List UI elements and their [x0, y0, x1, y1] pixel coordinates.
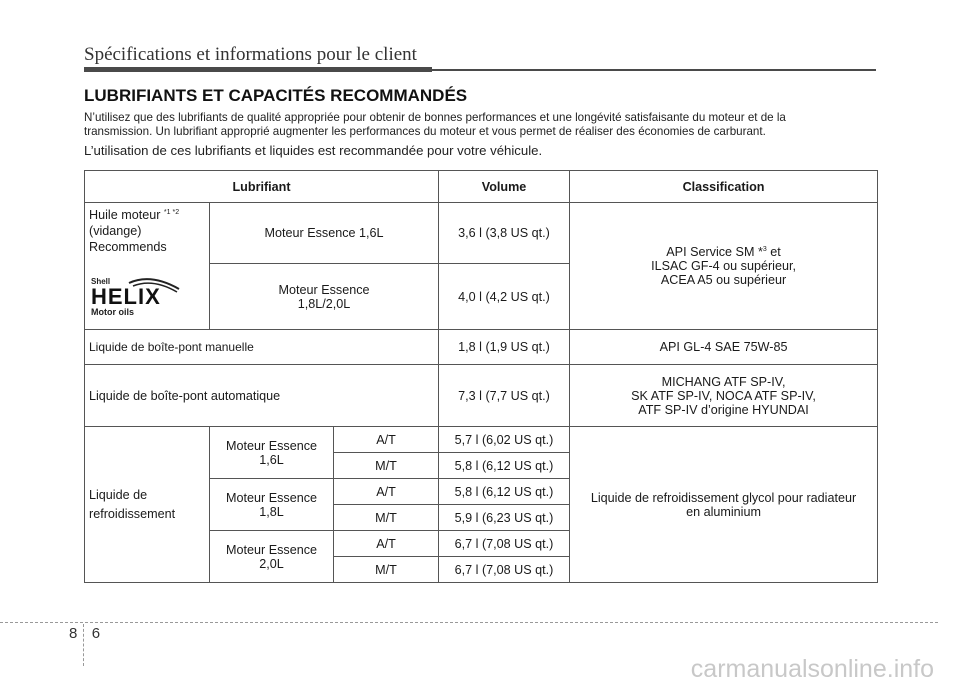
refroid-mt-3: M/T [334, 557, 439, 583]
huile-engine-2 [210, 264, 439, 330]
huile-class-2: ILSAC GF-4 ou supérieur, [651, 259, 796, 273]
refroid-engine-3a: Moteur Essence [226, 542, 317, 557]
intro-line-2: transmission. Un lubrifiant approprié augmenter les performances du moteur et vous permet de réaliser des économies de carburant. [84, 125, 766, 138]
page-number [69, 625, 102, 642]
huile-class-1b: et [766, 245, 781, 259]
header-rule [432, 69, 876, 71]
table-row [85, 427, 878, 453]
section-title: LUBRIFIANTS ET CAPACITÉS RECOMMANDÉS [84, 86, 468, 105]
table-header-row [85, 171, 878, 203]
refroid-at-vol-3: 6,7 l (7,08 US qt.) [439, 531, 570, 557]
recommend-text: L’utilisation de ces lubrifiants et liquides est recommandée pour votre véhicule. [84, 143, 543, 158]
refroid-label [85, 427, 210, 583]
automatique-label: Liquide de boîte-pont automatique [85, 365, 439, 427]
intro-line-1: N’utilisez que des lubrifiants de qualité appropriée pour obtenir de bonnes performances et une longévité satisfaisante du moteur et de la [84, 111, 786, 124]
header-bar [84, 67, 432, 72]
refroid-at-1: A/T [334, 427, 439, 453]
intro-paragraph [84, 111, 884, 139]
automatique-class-1: MICHANG ATF SP-IV, [661, 374, 786, 389]
refroid-mt-vol-1: 5,8 l (6,12 US qt.) [439, 453, 570, 479]
huile-classification [570, 203, 878, 330]
automatique-class-3: ATF SP-IV d’origine HYUNDAI [638, 402, 809, 417]
page-number-left: 8 [69, 625, 80, 642]
huile-vidange: (vidange) [89, 224, 142, 239]
refroid-engine-1 [210, 427, 334, 479]
refroid-engine-1b: 1,6L [259, 452, 284, 467]
refroid-at-vol-1: 5,7 l (6,02 US qt.) [439, 427, 570, 453]
refroid-mt-2: M/T [334, 505, 439, 531]
huile-class-3: ACEA A5 ou supérieur [660, 273, 787, 287]
refroid-at-2: A/T [334, 479, 439, 505]
logo-name: HELIX [91, 284, 161, 310]
huile-class-footnote: 3 [762, 245, 767, 253]
huile-footnote: *1 *2 [163, 209, 180, 216]
huile-engine-2b: 1,8L/2,0L [297, 296, 351, 311]
refroid-mt-1: M/T [334, 453, 439, 479]
huile-label-cell [85, 203, 210, 330]
refroid-engine-1a: Moteur Essence [226, 438, 317, 453]
header-lubrifiant: Lubrifiant [85, 171, 439, 203]
header-volume: Volume [439, 171, 570, 203]
refroid-class [570, 427, 878, 583]
lubricants-table [84, 170, 878, 583]
automatique-class-2: SK ATF SP-IV, NOCA ATF SP-IV, [631, 388, 816, 403]
header-classification: Classification [570, 171, 878, 203]
huile-engine-2a: Moteur Essence [278, 282, 370, 297]
automatique-class [570, 365, 878, 427]
manuelle-class: API GL-4 SAE 75W-85 [570, 330, 878, 365]
refroid-mt-vol-3: 6,7 l (7,08 US qt.) [439, 557, 570, 583]
huile-volume-1: 3,6 l (3,8 US qt.) [439, 203, 570, 264]
table-row [85, 203, 878, 264]
table-row [85, 330, 878, 365]
refroid-at-3: A/T [334, 531, 439, 557]
refroid-engine-3 [210, 531, 334, 583]
huile-volume-2: 4,0 l (4,2 US qt.) [439, 264, 570, 330]
refroid-class-2: en aluminium [686, 504, 761, 519]
refroid-mt-vol-2: 5,9 l (6,23 US qt.) [439, 505, 570, 531]
refroid-label-1: Liquide de [89, 487, 148, 502]
refroid-engine-2b: 1,8L [259, 504, 284, 519]
table-row [85, 365, 878, 427]
huile-engine-1: Moteur Essence 1,6L [210, 203, 439, 264]
refroid-at-vol-2: 5,8 l (6,12 US qt.) [439, 479, 570, 505]
refroid-engine-2a: Moteur Essence [226, 490, 317, 505]
refroid-class-1: Liquide de refroidissement glycol pour radiateur [590, 490, 857, 505]
refroid-engine-3b: 2,0L [259, 556, 284, 571]
logo-sub: Motor oils [91, 307, 134, 318]
refroid-label-2: refroidissement [89, 506, 176, 521]
manuelle-volume: 1,8 l (1,9 US qt.) [439, 330, 570, 365]
shell-helix-logo [89, 275, 205, 320]
automatique-volume: 7,3 l (7,7 US qt.) [439, 365, 570, 427]
huile-label: Huile moteur [89, 208, 161, 223]
footer-divider [0, 622, 938, 623]
huile-recommends: Recommends [89, 240, 167, 255]
huile-class-1: API Service SM * [666, 245, 763, 259]
watermark: carmanualsonline.info [690, 655, 934, 683]
logo-brand: Shell [91, 277, 111, 287]
page-number-right: 6 [91, 625, 103, 642]
refroid-engine-2 [210, 479, 334, 531]
manuelle-label: Liquide de boîte-pont manuelle [85, 330, 439, 365]
header-title: Spécifications et informations pour le client [84, 44, 417, 65]
